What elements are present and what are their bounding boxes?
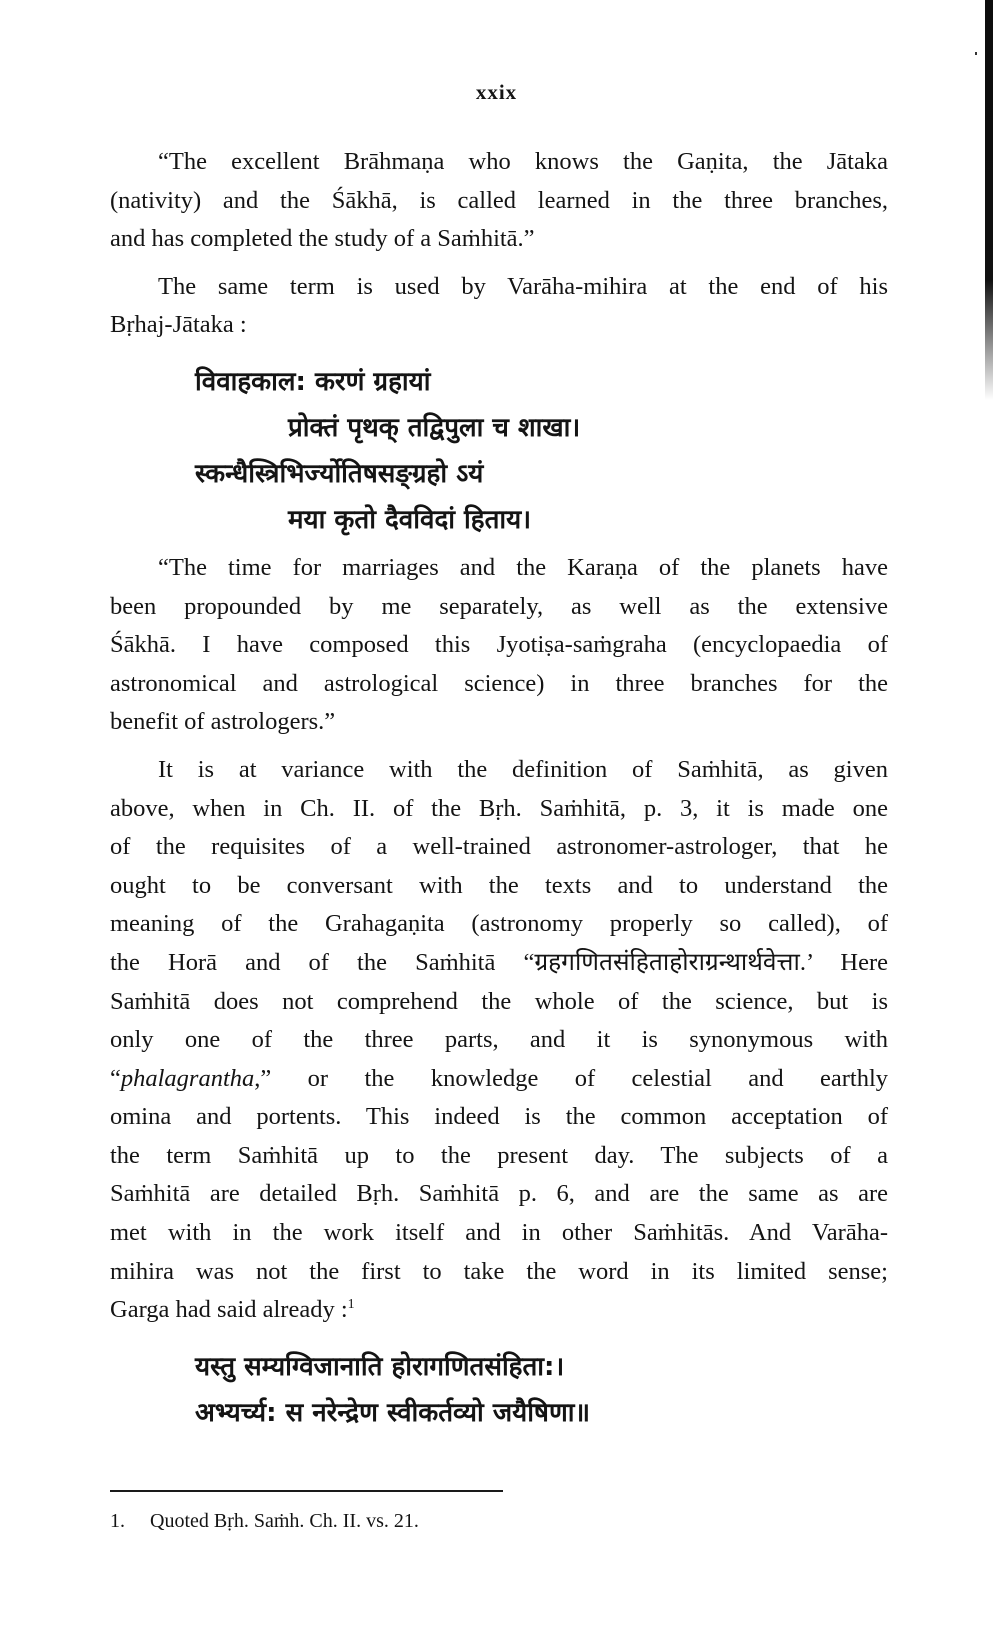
footnote-divider: [110, 1490, 503, 1492]
line-text: Garga had said already :: [110, 1296, 348, 1324]
footnote: [110, 1510, 419, 1533]
sanskrit-verse-2: [110, 1344, 888, 1436]
text-line: “The excellent Brāhmaṇa who knows the Gaṇita, the Jātaka: [158, 148, 888, 175]
text-line: benefit of astrologers.”: [110, 708, 336, 736]
text-line: The same term is used by Varāha-mihira at the end of his: [158, 272, 888, 300]
scan-speck: [975, 52, 977, 55]
verse-line: विवाहकाल: करणं ग्रहायां: [195, 366, 431, 397]
text-line: meaning of the Grahagaṇita (astronomy properly so called), of: [110, 910, 888, 938]
text-line: Bṛhaj-Jātaka :: [110, 311, 247, 339]
verse-line: मया कृतो दैवविदां हिताय।: [288, 504, 532, 535]
text-line: and has completed the study of a Saṁhitā.”: [110, 225, 535, 253]
page-scan-edge: [985, 0, 993, 400]
text-line: Saṁhitā are detailed Bṛh. Saṁhitā p. 6, and are the same as are: [110, 1180, 888, 1208]
text-line: above, when in Ch. II. of the Bṛh. Saṁhitā, p. 3, it is made one: [110, 794, 888, 822]
sanskrit-verse-1: [110, 359, 888, 543]
text-line: (nativity) and the Śākhā, is called learned in the three branches,: [110, 186, 888, 214]
verse-line: प्रोक्तं पृथक् तद्विपुला च शाखा।: [288, 412, 581, 443]
text-line: been propounded by me separately, as well as the extensive: [110, 592, 888, 620]
text-line: omina and portents. This indeed is the common acceptation of: [110, 1103, 888, 1131]
verse-line: स्कन्धैस्त्रिभिर्ज्योतिषसङ्ग्रहो ऽयं: [195, 458, 484, 489]
open-quote: “: [110, 1064, 121, 1092]
text-line: ought to be conversant with the texts and to understand the: [110, 871, 888, 899]
text-line: met with in the work itself and in other Saṁhitās. And Varāha-: [110, 1219, 888, 1247]
paragraph-3: [110, 751, 888, 1330]
line-rest: ,” or the knowledge of celestial and earthly: [254, 1064, 888, 1092]
footnote-reference[interactable]: 1: [347, 1297, 355, 1313]
quote-paragraph-1: [110, 143, 888, 259]
text-line: [110, 1291, 888, 1330]
text-line: astronomical and astrological science) in three branches for the: [110, 669, 888, 697]
footnote-number: 1.: [110, 1510, 125, 1532]
text-line: Śākhā. I have composed this Jyotiṣa-saṁgraha (encyclopaedia of: [110, 631, 888, 659]
text-line: mihira was not the first to take the word in its limited sense;: [110, 1257, 888, 1285]
verse-line: यस्तु सम्यग्विजानाति होरागणितसंहिता:।: [195, 1351, 565, 1382]
text-line-italic: [110, 1060, 888, 1099]
page-body: [110, 143, 888, 1436]
text-line: the term Saṁhitā up to the present day. The subjects of a: [110, 1141, 888, 1169]
text-line: of the requisites of a well-trained astronomer-astrologer, that he: [110, 833, 888, 861]
text-line: the Horā and of the Saṁhitā “ग्रहगणितसंहिताहोराग्रन्थार्थवेत्ता.’ Here: [110, 948, 888, 976]
text-line: It is at variance with the definition of Saṁhitā, as given: [158, 755, 888, 783]
verse-line: अभ्यर्च्य: स नरेन्द्रेण स्वीकर्तव्यो जयैषिणा॥: [195, 1397, 591, 1428]
italic-term: phalagrantha: [120, 1064, 255, 1092]
quote-paragraph-2: [110, 549, 888, 742]
footnote-text: Quoted Bṛh. Saṁh. Ch. II. vs. 21.: [150, 1510, 419, 1532]
text-line: “The time for marriages and the Karaṇa of the planets have: [158, 553, 888, 581]
text-line: Saṁhitā does not comprehend the whole of the science, but is: [110, 987, 888, 1015]
paragraph-2: [110, 268, 888, 345]
text-line: only one of the three parts, and it is synonymous with: [110, 1026, 888, 1054]
page-number: xxix: [475, 80, 518, 104]
